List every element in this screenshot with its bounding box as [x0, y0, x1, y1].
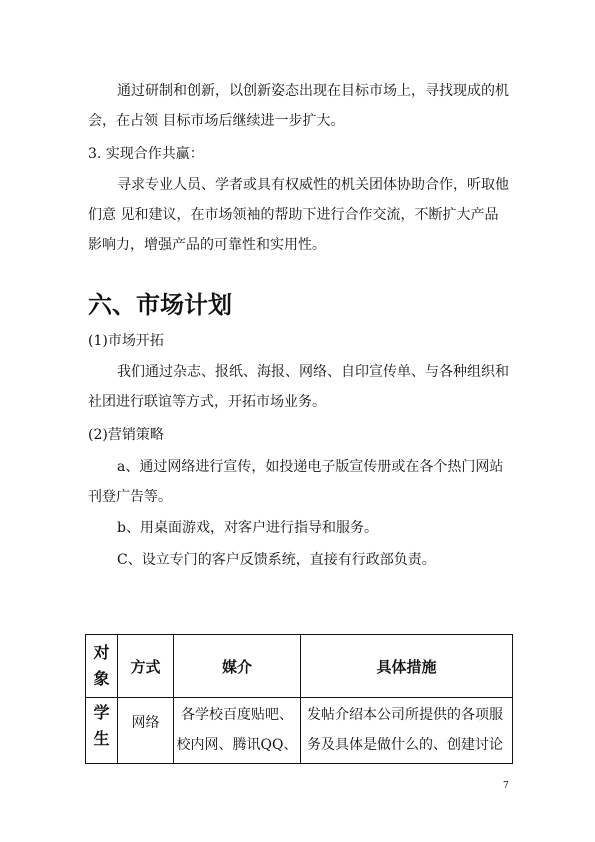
row1-media-line2: 校内网、腾讯QQ、: [176, 737, 298, 753]
para1-line1: 通过研制和创新，以创新姿态出现在目标市场上，寻找现成的机: [117, 83, 509, 99]
sub2-b: b、用桌面游戏，对客户进行指导和服务。: [117, 520, 378, 536]
header-media: 媒介: [174, 635, 301, 698]
row1-measures-line1: 发帖介绍本公司所提供的各项服: [307, 707, 503, 723]
table-row: [86, 698, 513, 764]
row1-measures-line2: 务及具体是做什么的、创建讨论: [307, 737, 503, 753]
para2-line2: 们意 见和建议，在市场领袖的帮助下进行合作交流，不断扩大产品: [88, 207, 499, 223]
row1-object-text: 学生: [93, 703, 110, 748]
sub1-title: (1)市场开拓: [88, 333, 164, 349]
sub1-line1: 我们通过杂志、报纸、海报、网络、自印宣传单、与各种组织和: [117, 364, 509, 380]
section-heading: 六、市场计划: [88, 291, 232, 319]
row1-method: 网络: [118, 698, 174, 764]
sub2-title: (2)营销策略: [88, 427, 164, 443]
sub2-a-line2: 刊登广告等。: [88, 489, 172, 505]
row1-media: [174, 698, 301, 764]
header-method: 方式: [118, 635, 174, 698]
sub2-c: C、设立专门的客户反馈系统，直接有行政部负责。: [117, 552, 436, 568]
table-header-row: [86, 635, 513, 698]
para1-line2: 会，在占领 目标市场后继续进一步扩大。: [88, 113, 345, 129]
header-object: [86, 635, 118, 698]
sub1-line2: 社团进行联谊等方式，开拓市场业务。: [88, 394, 326, 410]
row1-object: [86, 698, 118, 764]
para2-line1: 寻求专业人员、学者或具有权威性的机关团体协助合作，听取他: [117, 177, 509, 193]
page-number: 7: [503, 781, 509, 791]
header-object-text: 对象: [93, 643, 110, 688]
sub2-a-line1: a、通过网络进行宣传，如投递电子版宣传册或在各个热门网站: [117, 459, 504, 475]
row1-media-line1: 各学校百度贴吧、: [181, 707, 293, 723]
row1-measures: [301, 698, 513, 764]
para2-line3: 影响力，增强产品的可靠性和实用性。: [88, 237, 326, 253]
item3-title: 3. 实现合作共赢：: [88, 146, 204, 162]
marketing-table: [85, 634, 513, 764]
header-measures: 具体措施: [301, 635, 513, 698]
